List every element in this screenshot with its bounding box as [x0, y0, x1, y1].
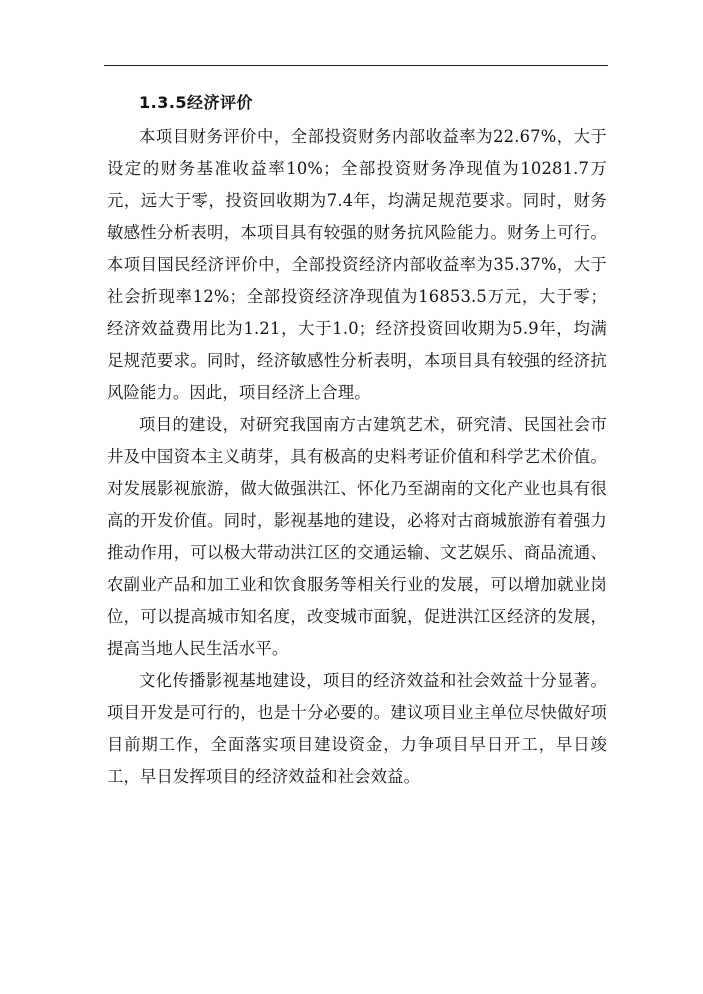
paragraph-economic-evaluation: 本项目财务评价中，全部投资财务内部收益率为22.67%，大于设定的财务基准收益率10%；全部投资财务净现值为10281.7万元，远大于零，投资回收期为7.4年，均满足规范要求。同时，财务敏感性分析表明，本项目具有较强的财务抗风险能力。财务上可行。本项目国民经济评价中，全部投资经济内部收益率为35.37%，大于社会折现率12%；全部投资经济净现值为16853.5万元，大于零；经济效益费用比为1.21，大于1.0；经济投资回收期为5.9年，均满足规范要求。同时，经济敏感性分析表明，本项目具有较强的经济抗风险能力。因此，项目经济上合理。 [107, 127, 607, 402]
paragraph-project-significance: 项目的建设，对研究我国南方古建筑艺术，研究清、民国社会市井及中国资本主义萌芽，具有极高的史料考证价值和科学艺术价值。对发展影视旅游，做大做强洪江、怀化乃至湖南的文化产业也具有很高的开发价值。同时，影视基地的建设，必将对古商城旅游有着强力推动作用，可以极大带动洪江区的交通运输、文艺娱乐、商品流通、农副业产品和加工业和饮食服务等相关行业的发展，可以增加就业岗位，可以提高城市知名度，改变城市面貌，促进洪江区经济的发展，提高当地人民生活水平。 [107, 415, 607, 658]
section-heading: 1.3.5经济评价 [139, 93, 254, 112]
header-rule [104, 65, 608, 66]
document-body [107, 88, 607, 793]
paragraph-conclusion: 文化传播影视基地建设，项目的经济效益和社会效益十分显著。项目开发是可行的，也是十分必要的。建议项目业主单位尽快做好项目前期工作，全面落实项目建设资金，力争项目早日开工，早日竣工，早日发挥项目的经济效益和社会效益。 [107, 671, 607, 786]
